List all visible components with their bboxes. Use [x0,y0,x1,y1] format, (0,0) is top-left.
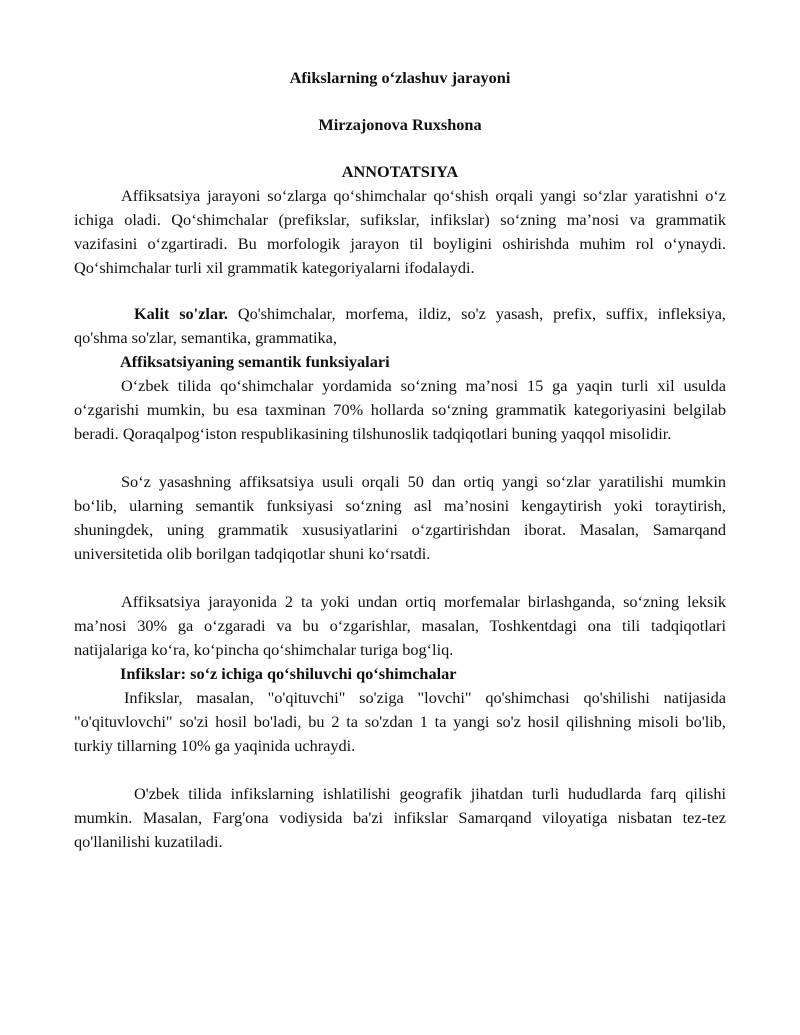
document-page [74,66,726,854]
section-heading-infixes: Infikslar: soʻz ichiga qoʻshiluvchi qoʻshimchalar [120,664,457,683]
keywords-paragraph [74,302,726,350]
section1-paragraph-1: Oʻzbek tilida qoʻshimchalar yordamida soʻzning maʼnosi 15 ga yaqin turli xil usulda oʻzgarishi mumkin, bu esa taxminan 70% hollarda soʻzning grammatik kategoriyasini belgilab beradi. Qoraqalpogʻiston respublikasining tilshunoslik tadqiqotlari buning yaqqol misolidir. [74,376,726,443]
section2-paragraph-1: Infikslar, masalan, "o'qituvchi" so'ziga "lovchi" qo'shimchasi qo'shilishi natijasida "o'qituvlovchi" so'zi hosil bo'ladi, bu 2 ta so'zdan 1 ta yangi so'z hosil qilishning misoli bo'lib, turkiy tillarning 10% ga yaqinida uchraydi. [74,688,726,755]
section1-paragraph-3: Affiksatsiya jarayonida 2 ta yoki undan ortiq morfemalar birlashganda, soʻzning leksik maʼnosi 30% ga oʻzgaradi va bu oʻzgarishlar, masalan, Toshkentdagi ona tili tadqiqotlari natijalariga koʻra, koʻpincha qoʻshimchalar turiga bogʻliq. [74,592,726,659]
author-name: Mirzajonova Ruxshona [318,115,482,134]
keywords-label: Kalit so'zlar. [134,304,228,323]
document-title: Afikslarning oʻzlashuv jarayoni [289,68,511,87]
annotation-heading: ANNOTATSIYA [341,162,459,181]
section1-paragraph-2: Soʻz yasashning affiksatsiya usuli orqali 50 dan ortiq yangi soʻzlar yaratilishi mumkin boʻlib, ularning semantik funksiyasi soʻzning asl maʼnosini kengaytirish yoki toraytirish, shuningdek, uning grammatik xususiyatlarini oʻzgartirishdan iborat. Masalan, Samarqand universitetida olib borilgan tadqiqotlar shuni koʻrsatdi. [74,472,726,563]
section2-paragraph-2: O'zbek tilida infikslarning ishlatilishi geografik jihatdan turli hududlarda farq qilishi mumkin. Masalan, Farg'ona vodiysida ba'zi infikslar Samarqand viloyatiga nisbatan tez-tez qo'llanilishi kuzatiladi. [74,784,726,851]
section-heading-semantic: Affiksatsiyaning semantik funksiyalari [120,352,390,371]
annotation-paragraph: Affiksatsiya jarayoni soʻzlarga qoʻshimchalar qoʻshish orqali yangi soʻzlar yaratishni oʻz ichiga oladi. Qoʻshimchalar (prefikslar, sufikslar, infikslar) soʻzning maʼnosi va grammatik vazifasini oʻzgartiradi. Bu morfologik jarayon til boyligini oshirishda muhim rol oʻynaydi. Qoʻshimchalar turli xil grammatik kategoriyalarni ifodalaydi. [74,186,726,277]
keywords-list: Qo'shimchalar, morfema, ildiz, so'z yasash, prefix, suffix, infleksiya, qo'shma so'zlar, semantika, grammatika, [74,304,726,347]
